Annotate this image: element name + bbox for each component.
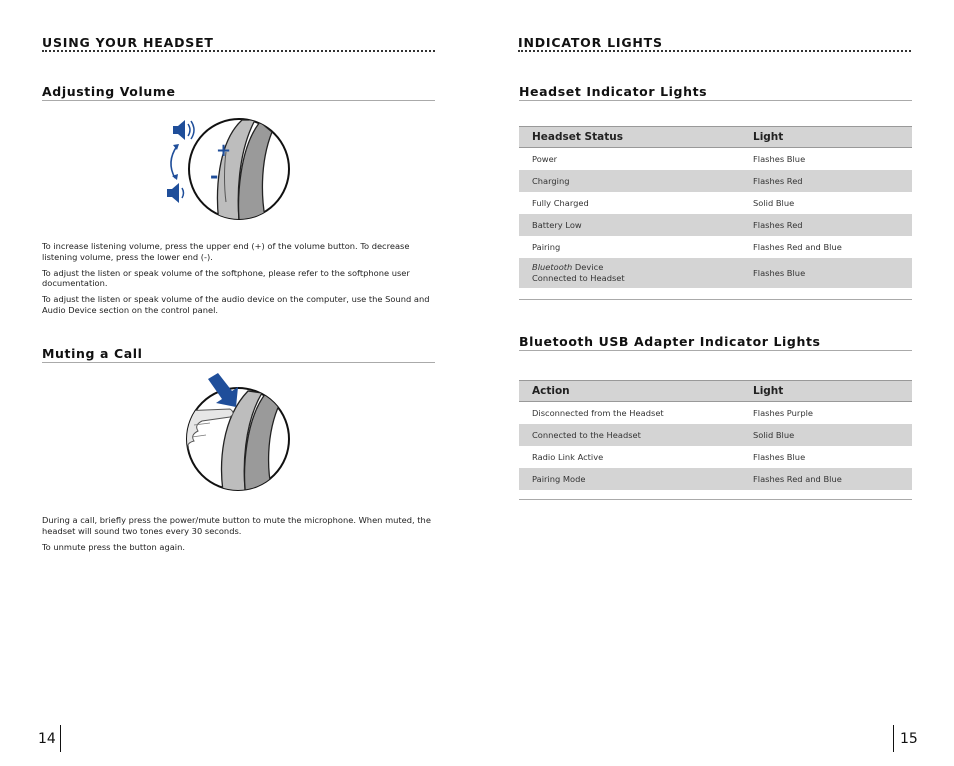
volume-minus-label: - [210,164,219,188]
right-section-title: INDICATOR LIGHTS [518,35,663,50]
table-row [519,214,912,236]
volume-paragraph: To adjust the listen or speak volume of the audio device on the computer, use the Sound and Audio Device section on the control panel. [42,294,430,315]
status-cell: Power [532,154,558,164]
light-cell: Flashes Red [740,170,912,192]
status-cell [519,258,740,288]
headset-lights-heading: Headset Indicator Lights [519,84,708,99]
mute-heading: Muting a Call [42,346,143,361]
action-cell: Connected to the Headset [519,424,740,446]
light-cell: Solid Blue [740,424,912,446]
column-header: Headset Status [519,127,740,148]
usb-lights-rule [519,350,912,351]
status-rest: Device [572,262,604,272]
headset-lights-table [519,126,912,288]
status-italic: Bluetooth [532,262,573,272]
status-cell: Charging [519,170,740,192]
speaker-loud-icon [173,120,194,140]
column-header: Light [740,381,912,402]
usb-lights-heading: Bluetooth USB Adapter Indicator Lights [519,334,821,349]
volume-text [42,241,432,321]
light-cell: Flashes Red and Blue [740,468,912,490]
status-cell: Fully Charged [532,198,589,208]
action-cell: Radio Link Active [532,452,604,462]
table-row [519,402,912,425]
table-row [519,148,912,171]
mute-heading-rule [42,362,435,363]
page-number-right: 15 [900,731,918,747]
light-cell: Solid Blue [753,198,795,208]
table-row [519,468,912,490]
light-cell: Flashes Purple [753,408,814,418]
page-number-left-bar [60,725,61,752]
action-cell: Pairing Mode [519,468,740,490]
table-header-row [519,381,912,402]
volume-plus-label: + [216,140,232,161]
action-cell: Disconnected from the Headset [532,408,664,418]
volume-heading-rule [42,100,435,101]
left-section-title: USING YOUR HEADSET [42,35,214,50]
light-cell: Flashes Red [740,214,912,236]
light-cell: Flashes Blue [740,258,912,288]
status-cell: Battery Low [519,214,740,236]
mute-paragraph: To unmute press the button again. [42,541,185,552]
volume-paragraph: To increase listening volume, press the upper end (+) of the volume button. To decrease listening volume, press the lower end (-). [42,241,410,262]
table-row [519,236,912,258]
light-cell: Flashes Blue [753,154,806,164]
mute-text [42,515,437,558]
table-row [519,170,912,192]
column-header: Light [740,127,912,148]
headset-lights-rule [519,100,912,101]
page-number-left: 14 [38,731,56,747]
light-cell: Flashes Red and Blue [753,242,842,252]
table-header-row [519,127,912,148]
speaker-quiet-icon [167,183,184,203]
light-cell: Flashes Blue [753,452,806,462]
usb-lights-table [519,380,912,490]
headset-table-bottom-rule [519,299,912,300]
volume-illustration [160,112,295,224]
table-row [519,192,912,214]
table-row [519,446,912,468]
column-header: Action [519,381,740,402]
usb-table-bottom-rule [519,499,912,500]
table-row [519,424,912,446]
mute-paragraph: During a call, briefly press the power/mute button to mute the microphone. When muted, the headset will sound two tones every 30 seconds. [42,515,431,536]
double-arrow-icon [171,144,179,180]
table-row [519,258,912,288]
left-section-divider [42,50,435,52]
volume-paragraph: To adjust the listen or speak volume of the softphone, please refer to the softphone user documentation. [42,267,410,288]
status-cell: Pairing [532,242,561,252]
right-section-divider [518,50,911,52]
mute-illustration [180,373,295,495]
status-line2: Connected to Headset [532,273,625,283]
volume-heading: Adjusting Volume [42,84,176,99]
page-number-right-bar [893,725,894,752]
